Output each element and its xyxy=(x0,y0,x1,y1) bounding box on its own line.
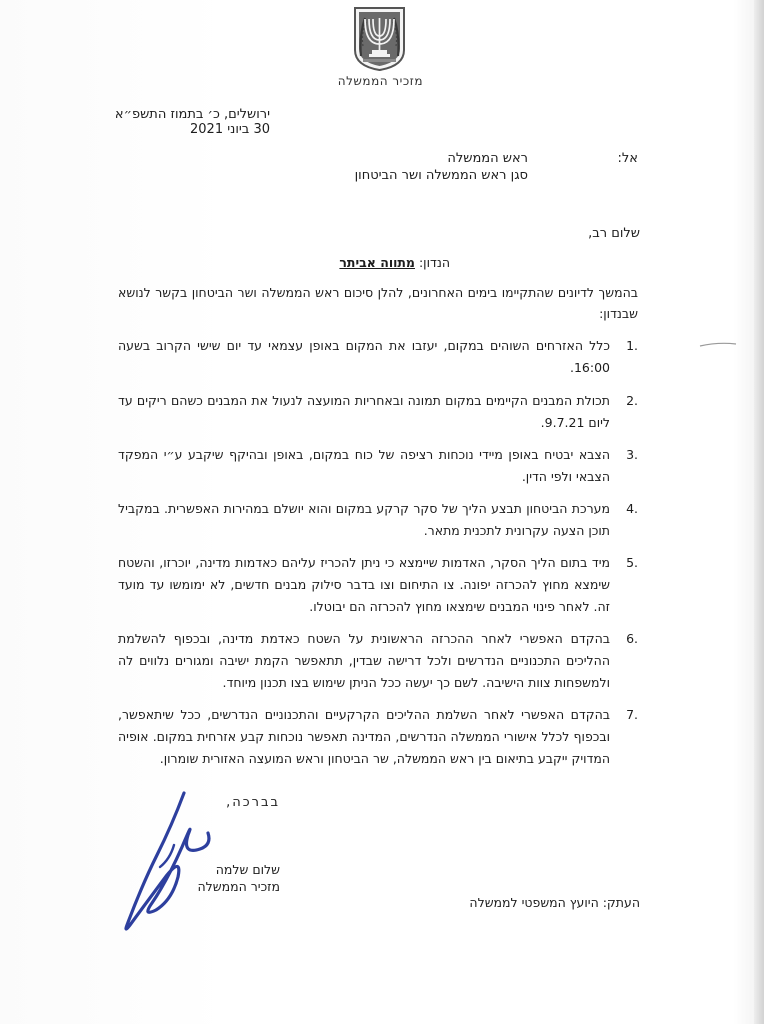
item-text: הצבא יבטיח באופן מיידי נוכחות רציפה של כוח במקום, באופן ובהיקף שיקבע ע״י המפקד הצבאי ולפי הדין. xyxy=(118,447,610,484)
item-number: 6. xyxy=(626,631,638,646)
item-text: מערכת הביטחון תבצע הליך של סקר קרקע במקום והוא יושלם במהירות האפשרית. במקביל תוכן הצעה עקרונית לתכנית מתאר. xyxy=(118,501,610,538)
item-text: מיד בתום הליך הסקר, האדמות שיימצא כי ניתן להכריז עליהם כאדמות מדינה, יוכרזו, והשטח שימצא מחוץ להכרזה יפונה. צו התיחום וצו בדבר סילוק מבנים חדשים, לא ימומשו עד מועד זה. לאחר פינוי המבנים שימצאו מחוץ להכרזה הם יבוטלו. xyxy=(118,555,610,614)
item-number: 2. xyxy=(626,393,638,408)
item-number: 4. xyxy=(626,501,638,516)
closing-regards: בברכה, xyxy=(226,795,280,810)
subject-label: הנדון: xyxy=(418,255,450,270)
item-number: 5. xyxy=(626,555,638,570)
item-text: בהקדם האפשרי לאחר ההכרזה הראשונית על השטח כאדמת מדינה, ובכפוף להשלמת ההליכים התכנוניים הנדרשים ולכל דרישה שבדין, תתאפשר הקמת ישיבה ומגורים נלווים לה ולמשפחות צוות הישיבה. לשם כך יעשה ככל הניתן שימוש בצו תכנון מיוחד. xyxy=(118,631,610,690)
list-item xyxy=(118,390,638,434)
to-label: אל: xyxy=(617,151,638,166)
item-text: תכולת המבנים הקיימים במקום תמונה ובאחריות המועצה לנעול את המבנים כשהם ריקים עד ליום 9.7.21. xyxy=(118,393,610,430)
signatory-title: מזכיר הממשלה xyxy=(197,879,280,894)
cc-line: העתק: היועץ המשפטי לממשלה xyxy=(469,895,640,910)
item-text: בהקדם האפשרי לאחר השלמת ההליכים הקרקעיים והתכנוניים הנדרשים, ככל שיתאפשר, ובכפוף לכלל אישורי הממשלה הנדרשים, המדינה תאפשר נוכחות קבע אזרחית במקום. אופיה המדויק ייקבע בתיאום בין ראש הממשלה, שר הביטחון וראש המועצה האזורית שומרון. xyxy=(118,707,610,766)
list-item xyxy=(118,704,638,770)
item-number: 1. xyxy=(626,338,638,353)
page-edge-shadow xyxy=(754,0,764,1024)
item-number: 3. xyxy=(626,447,638,462)
list-item xyxy=(118,444,638,488)
list-item xyxy=(118,552,638,618)
list-item xyxy=(118,335,638,379)
intro-paragraph: בהמשך לדיונים שהתקיימו בימים האחרונים, להלן סיכום ראש הממשלה ושר הביטחון בקשר לנושא שבנדון: xyxy=(118,285,638,321)
office-name: מזכיר הממשלה xyxy=(337,74,423,88)
pen-mark-icon xyxy=(698,340,738,350)
date-gregorian: 30 ביוני 2021 xyxy=(190,122,270,137)
list-item xyxy=(118,628,638,694)
greeting: שלום רב, xyxy=(588,226,640,241)
subject-line xyxy=(300,255,450,270)
recipient-line: ראש הממשלה xyxy=(447,151,528,166)
date-hebrew: ירושלים, כ׳ בתמוז התשפ״א xyxy=(114,107,270,122)
subject-value: מתווה אביתר xyxy=(339,255,415,270)
item-text: כלל האזרחים השוהים במקום, יעזבו את המקום באופן עצמאי עד יום שישי הקרוב בשעה 16:00. xyxy=(118,338,610,375)
menorah-emblem-icon xyxy=(351,6,408,71)
item-number: 7. xyxy=(626,707,638,722)
list-item xyxy=(118,498,638,542)
recipient-line: סגן ראש הממשלה ושר הביטחון xyxy=(354,168,528,183)
signatory-name: שלום שלמה xyxy=(215,862,280,877)
